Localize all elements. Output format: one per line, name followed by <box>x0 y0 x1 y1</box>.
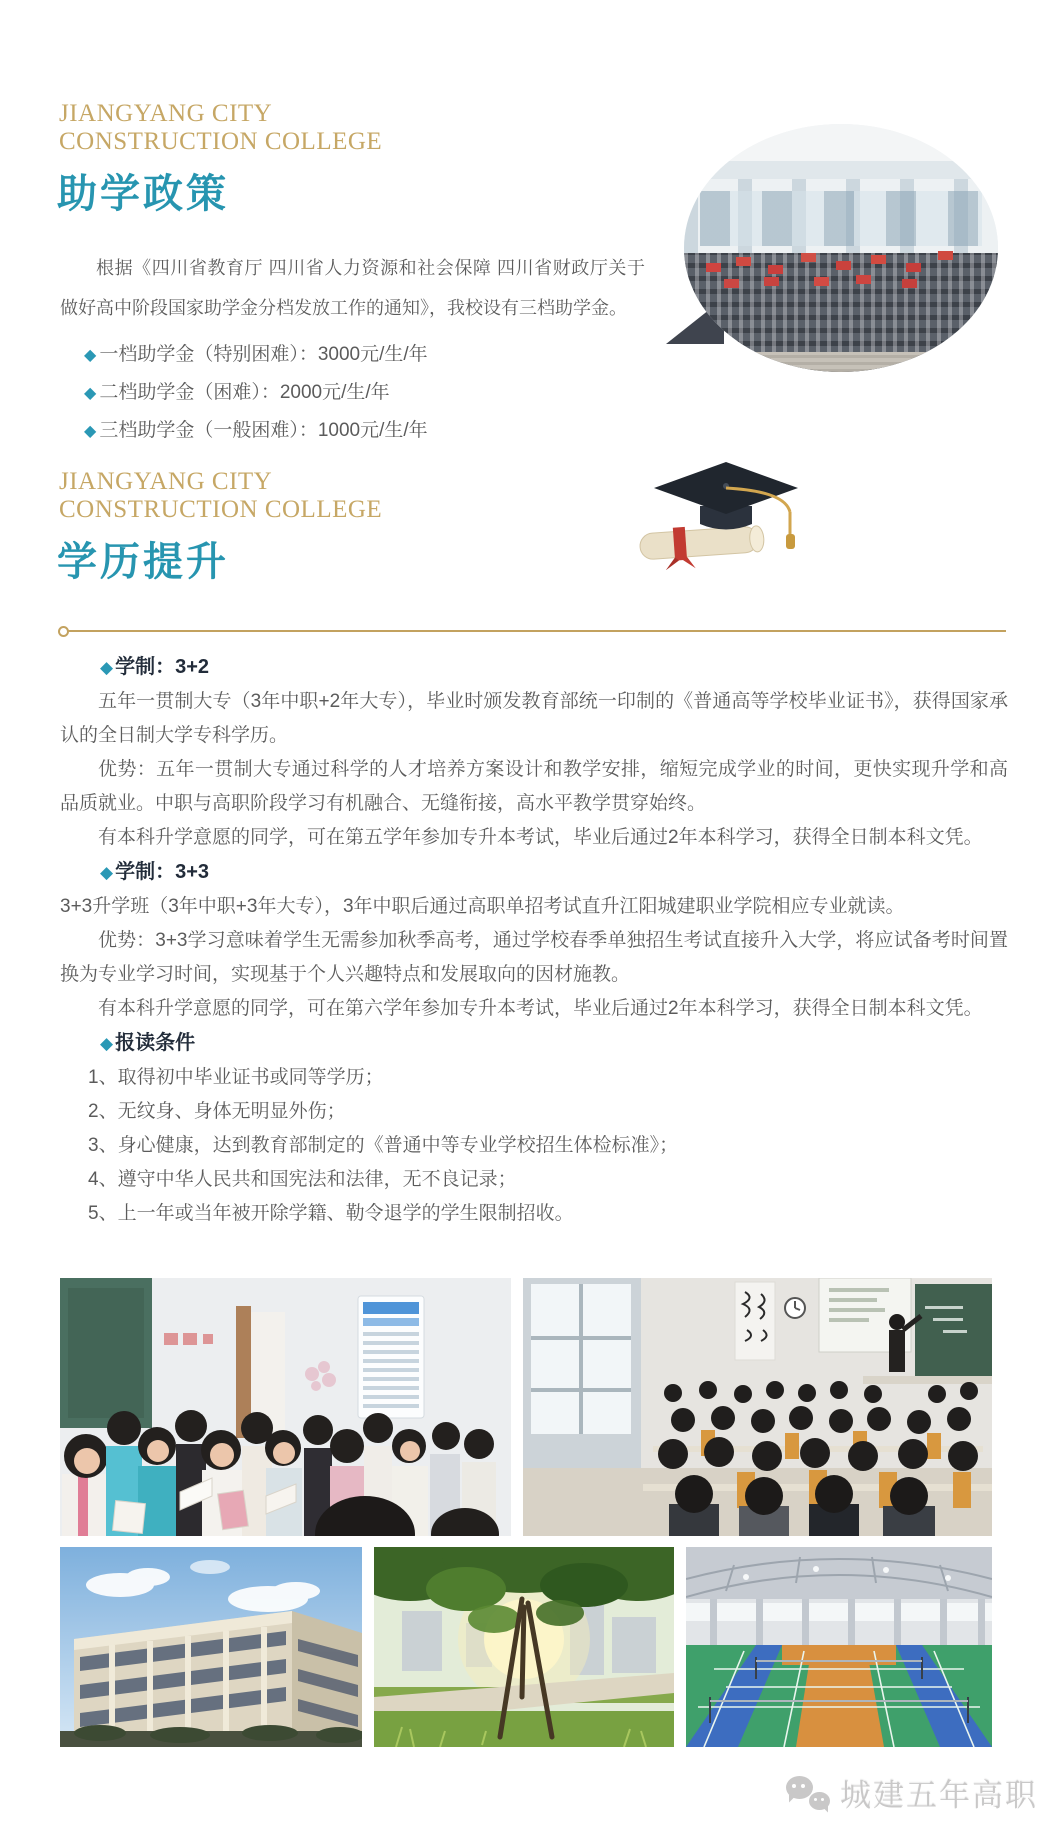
section-title-financial-aid: 助学政策 <box>57 172 229 216</box>
heading-enrollment-conditions <box>60 1026 1008 1061</box>
graduation-cap-icon <box>638 452 813 570</box>
heading-3plus3-text: 学制：3+3 <box>115 861 210 883</box>
college-name-line1: JIANGYANG CITY <box>59 100 273 127</box>
college-name-line2: CONSTRUCTION COLLEGE <box>59 128 383 155</box>
heading-3plus2 <box>60 650 1008 685</box>
wechat-logo-icon <box>786 1774 832 1812</box>
condition-5: 5、上一年或当年被开除学籍、勒令退学的学生限制招收。 <box>88 1203 574 1224</box>
diamond-bullet-icon: ◆ <box>100 658 114 677</box>
condition-1: 1、取得初中毕业证书或同等学历； <box>88 1067 384 1088</box>
diamond-bullet-icon: ◆ <box>84 423 97 440</box>
photo-red-banners <box>706 263 721 272</box>
photo-row-bottom <box>60 1547 992 1747</box>
photo-students-reading <box>60 1278 511 1536</box>
college-name-english <box>59 468 382 524</box>
aid-tier-list <box>84 336 428 450</box>
watermark-text: 城建五年高职 <box>840 1778 1038 1813</box>
education-body-text <box>60 650 1008 1231</box>
diamond-bullet-icon: ◆ <box>84 385 97 402</box>
aid-tier-3 <box>84 412 428 450</box>
aid-tier-3-text: 三档助学金（一般困难）：1000元/生/年 <box>99 420 428 441</box>
college-name-line2: CONSTRUCTION COLLEGE <box>59 496 383 523</box>
graduation-cap-illustration <box>638 452 813 570</box>
photo-row-top <box>60 1278 992 1536</box>
paragraph-3plus3-intro: 3+3升学班（3年中职+3年大专），3年中职后通过高职单招考试直升江阳城建职业学院相应专业就读。 <box>60 896 905 917</box>
heading-enrollment-conditions-text: 报读条件 <box>115 1032 196 1054</box>
paragraph-3plus3-advantage: 优势：3+3学习意味着学生无需参加秋季高考，通过学校春季单独招生考试直接升入大学，将应试备考时间置换为专业学习时间，实现基于个人兴趣特点和发展取向的因材施教。 <box>60 930 1008 985</box>
diamond-bullet-icon: ◆ <box>100 1034 114 1053</box>
paragraph-3plus2-advantage: 优势：五年一贯制大专通过科学的人才培养方案设计和教学安排，缩短完成学业的时间，更快实现升学和高品质就业。中职与高职阶段学习有机融合、无缝衔接，高水平教学贯穿始终。 <box>60 759 1008 814</box>
aid-tier-1 <box>84 336 428 374</box>
gold-divider <box>60 630 1006 632</box>
college-name-english <box>59 100 382 156</box>
heading-3plus3 <box>60 855 1008 890</box>
paragraph-3plus2-bachelor: 有本科升学意愿的同学，可在第五学年参加专升本考试，毕业后通过2年本科学习，获得全日制本科文凭。 <box>98 827 983 848</box>
aid-tier-2-text: 二档助学金（困难）：2000元/生/年 <box>99 382 390 403</box>
photo-campus-trees <box>374 1547 674 1747</box>
section-title-education-upgrade: 学历提升 <box>57 540 229 584</box>
photo-steps <box>684 352 998 372</box>
photo-badminton-hall <box>686 1547 992 1747</box>
campus-group-photo <box>684 124 998 372</box>
condition-3: 3、身心健康，达到教育部制定的《普通中等专业学校招生体检标准》； <box>88 1135 679 1156</box>
aid-tier-2 <box>84 374 428 412</box>
paragraph-3plus2-intro: 五年一贯制大专（3年中职+2年大专），毕业时颁发教育部统一印制的《普通高等学校毕业证书》，获得国家承认的全日制大学专科学历。 <box>60 691 1008 746</box>
diamond-bullet-icon: ◆ <box>84 347 97 364</box>
wechat-watermark <box>786 1770 1038 1815</box>
college-name-line1: JIANGYANG CITY <box>59 468 273 495</box>
aid-tier-1-text: 一档助学金（特别困难）：3000元/生/年 <box>99 344 428 365</box>
photo-building-windows <box>700 191 983 246</box>
condition-4: 4、遵守中华人民共和国宪法和法律，无不良记录； <box>88 1169 517 1190</box>
diamond-bullet-icon: ◆ <box>100 863 114 882</box>
condition-2: 2、无纹身、身体无明显外伤； <box>88 1101 346 1122</box>
photo-campus-building <box>60 1547 362 1747</box>
heading-3plus2-text: 学制：3+2 <box>115 656 210 678</box>
enrollment-conditions-list <box>60 1061 1008 1231</box>
aid-intro-paragraph: 根据《四川省教育厅 四川省人力资源和社会保障 四川省财政厅关于做好高中阶段国家助学金分档发放工作的通知》，我校设有三档助学金。 <box>60 258 645 318</box>
paragraph-3plus3-bachelor: 有本科升学意愿的同学，可在第六学年参加专升本考试，毕业后通过2年本科学习，获得全日制本科文凭。 <box>98 998 983 1019</box>
photo-classroom-lecture <box>523 1278 992 1536</box>
